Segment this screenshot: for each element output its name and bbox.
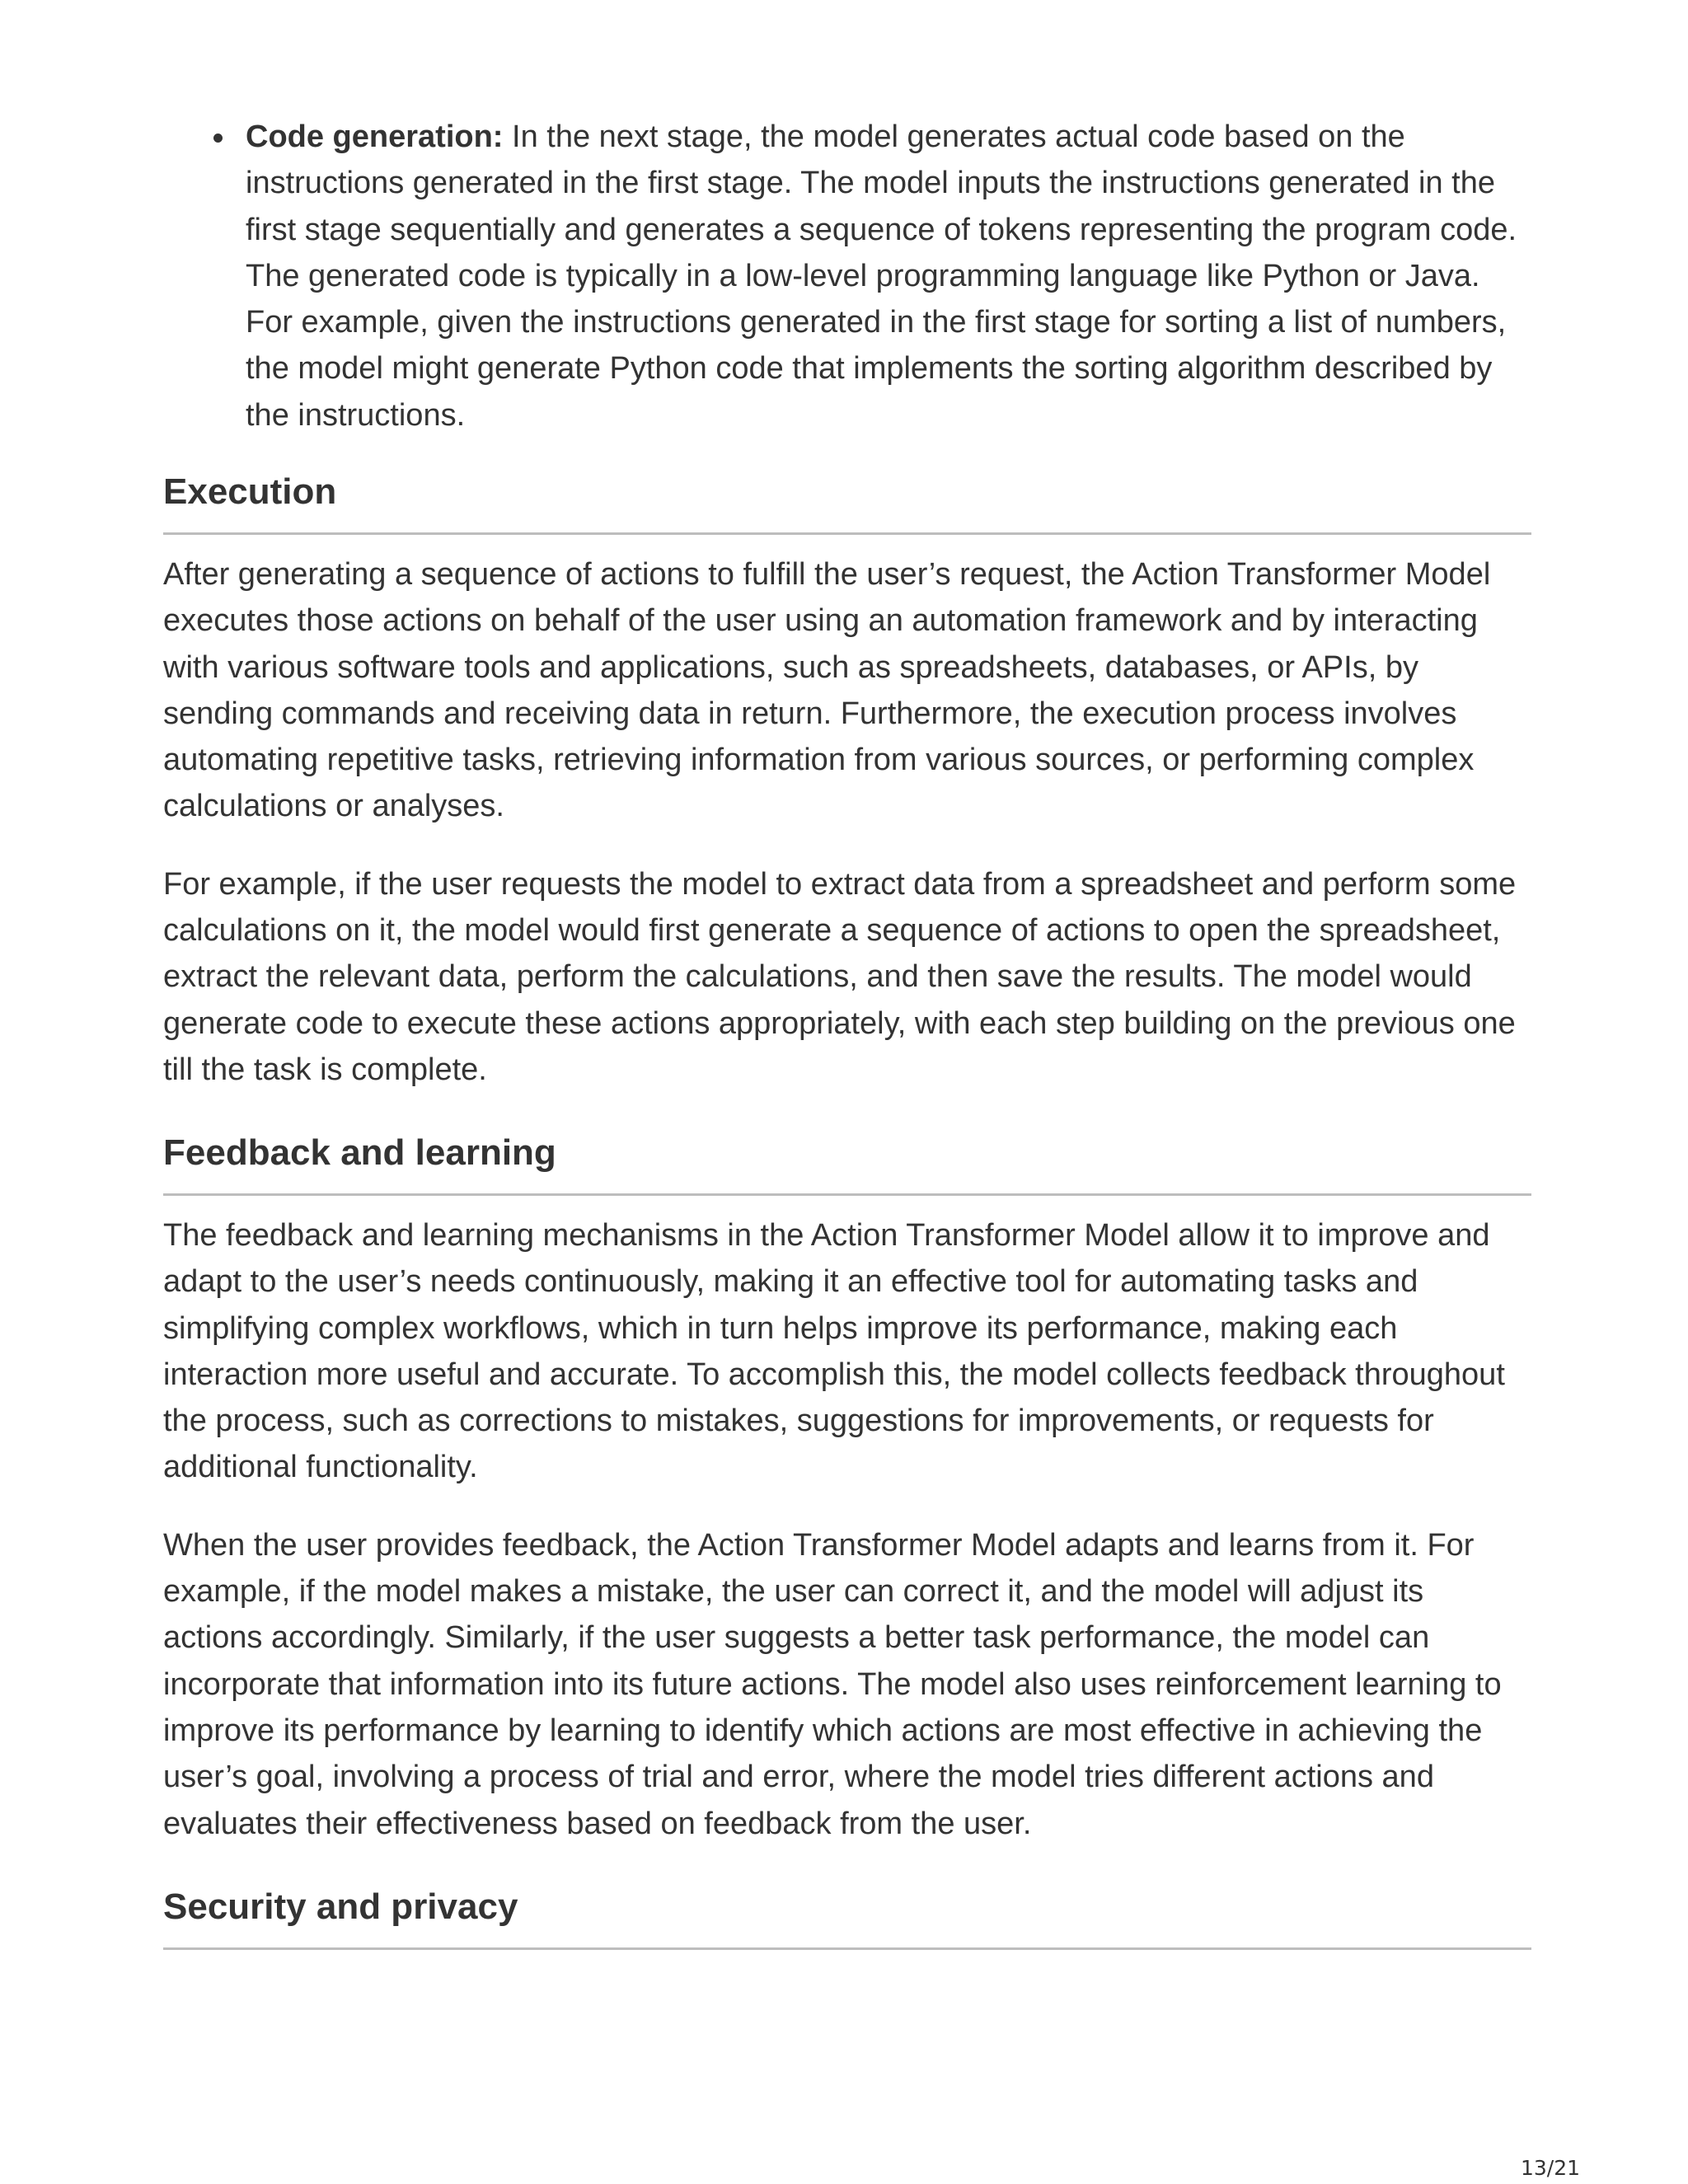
section-heading-feedback: Feedback and learning <box>163 1129 1531 1196</box>
section-security-and-privacy <box>163 1883 1531 1950</box>
section-execution <box>163 468 1531 1093</box>
bullet-icon <box>213 134 223 143</box>
page-number: 13/21 <box>1521 2156 1581 2180</box>
paragraph: The feedback and learning mechanisms in the Action Transformer Model allow it to improve and adapt to the user’s needs continuously, making it an effective tool for automating tasks and simplifying complex workflows, which in turn helps improve its performance, making each interaction more useful and accurate. To accomplish this, the model collects feedback throughout the process, such as corrections to mistakes, suggestions for improvements, or requests for additional functionality. <box>163 1218 1505 1485</box>
section-heading-security: Security and privacy <box>163 1883 1531 1950</box>
section-feedback-and-learning <box>163 1129 1531 1847</box>
section-heading-execution: Execution <box>163 468 1531 535</box>
bullet-list <box>163 114 1531 438</box>
list-item-code-generation <box>163 114 1531 438</box>
bullet-text: In the next stage, the model generates actual code based on the instructions generated in the first stage. The model inputs the instructions generated in the first stage sequentially and generates a sequence of tokens representing the program code. The generated code is typically in a low-level programming language like Python or Java. For example, given the instructions generated in the first stage for sorting a list of numbers, the model might generate Python code that implements the sorting algorithm described by the instructions. <box>246 120 1517 433</box>
paragraph: When the user provides feedback, the Action Transformer Model adapts and learns from it. For example, if the model makes a mistake, the user can correct it, and the model will adjust its actions accordingly. Similarly, if the user suggests a better task performance, the model can incorporate that information into its future actions. The model also uses reinforcement learning to improve its performance by learning to identify which actions are most effective in achieving the user’s goal, involving a process of trial and error, where the model tries different actions and evaluates their effectiveness based on feedback from the user. <box>163 1527 1502 1841</box>
paragraph: For example, if the user requests the model to extract data from a spreadsheet and perform some calculations on it, the model would first generate a sequence of actions to open the spreadsheet, extract the relevant data, perform the calculations, and then save the results. The model would generate code to execute these actions appropriately, with each step building on the previous one till the task is complete. <box>163 866 1517 1087</box>
paragraph: After generating a sequence of actions to fulfill the user’s request, the Action Transformer Model executes those actions on behalf of the user using an automation framework and by interacting with various software tools and applications, such as spreadsheets, databases, or APIs, by sending commands and receiving data in return. Furthermore, the execution process involves automating repetitive tasks, retrieving information from various sources, or performing complex calculations or analyses. <box>163 557 1491 824</box>
bullet-term: Code generation: <box>246 120 504 154</box>
